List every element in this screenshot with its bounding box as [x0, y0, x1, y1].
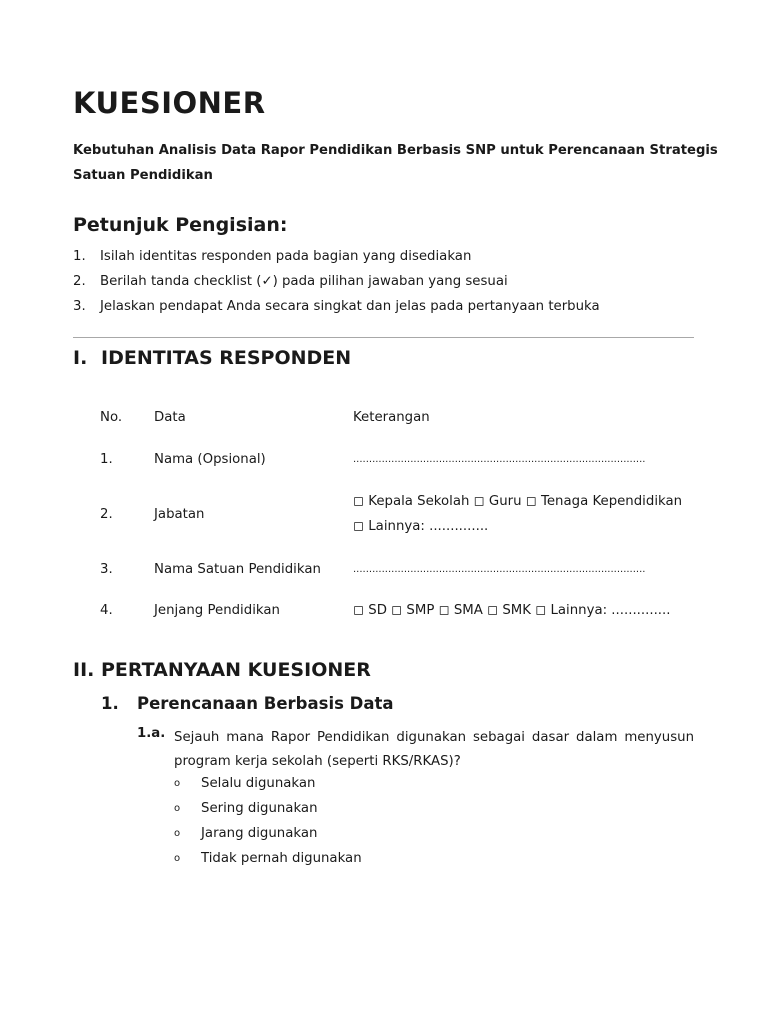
jabatan-options[interactable]: ◻ Kepala Sekolah ◻ Guru ◻ Tenaga Kependidikan: [353, 494, 683, 509]
table-cell-no: 2.: [100, 507, 113, 522]
instruction-number: 1.: [73, 249, 86, 264]
option-label: Selalu digunakan: [201, 776, 316, 791]
jenjang-options[interactable]: ◻ SD ◻ SMP ◻ SMA ◻ SMK ◻ Lainnya: ..............: [353, 603, 671, 618]
section-number: I.: [73, 347, 88, 369]
section-title: PERTANYAAN KUESIONER: [101, 659, 371, 681]
section-heading-pertanyaan: [73, 659, 371, 681]
subsection-heading: [101, 694, 394, 713]
subsection-title: Perencanaan Berbasis Data: [137, 694, 394, 713]
table-cell-data: Jenjang Pendidikan: [154, 603, 280, 618]
document-title: KUESIONER: [73, 86, 266, 120]
table-cell-no: 3.: [100, 562, 113, 577]
document-subtitle: [73, 138, 718, 188]
subsection-number: 1.: [101, 694, 119, 713]
instruction-item: [73, 249, 471, 264]
table-cell-data: Nama (Opsional): [154, 452, 266, 467]
answer-option[interactable]: [174, 826, 317, 841]
instruction-text: Isilah identitas responden pada bagian yang disediakan: [100, 249, 472, 264]
jabatan-other-option[interactable]: ◻ Lainnya: ..............: [353, 519, 489, 534]
table-header-no: No.: [100, 410, 123, 425]
table-header-data: Data: [154, 410, 186, 425]
section-heading-identitas: [73, 347, 351, 369]
table-cell-data: Jabatan: [154, 507, 205, 522]
subtitle-line: Kebutuhan Analisis Data Rapor Pendidikan Berbasis SNP untuk Perencanaan Strategis: [73, 143, 718, 158]
instruction-item: [73, 274, 508, 289]
option-label: Tidak pernah digunakan: [201, 851, 362, 866]
horizontal-divider: [73, 337, 694, 338]
instruction-number: 2.: [73, 274, 86, 289]
option-label: Jarang digunakan: [201, 826, 318, 841]
table-cell-data: Nama Satuan Pendidikan: [154, 562, 321, 577]
table-cell-no: 1.: [100, 452, 113, 467]
option-bullet-icon: o: [174, 853, 181, 864]
answer-option[interactable]: [174, 776, 315, 791]
instructions-heading: Petunjuk Pengisian:: [73, 214, 288, 236]
option-label: Sering digunakan: [201, 801, 318, 816]
section-number: II.: [73, 659, 95, 681]
question-text: Sejauh mana Rapor Pendidikan digunakan sebagai dasar dalam menyusun program kerja sekolah (seperti RKS/RKAS)?: [174, 730, 694, 769]
section-title: IDENTITAS RESPONDEN: [101, 347, 352, 369]
question-label: 1.a.: [137, 726, 166, 741]
subtitle-line: Satuan Pendidikan: [73, 168, 213, 183]
instruction-item: [73, 299, 600, 314]
name-fill-line[interactable]: ............................................................................................: [353, 454, 646, 465]
option-bullet-icon: o: [174, 778, 181, 789]
table-cell-no: 4.: [100, 603, 113, 618]
instruction-number: 3.: [73, 299, 86, 314]
table-header-keterangan: Keterangan: [353, 410, 430, 425]
option-bullet-icon: o: [174, 803, 181, 814]
answer-option[interactable]: [174, 801, 318, 816]
answer-option[interactable]: [174, 851, 362, 866]
instruction-text: Jelaskan pendapat Anda secara singkat dan jelas pada pertanyaan terbuka: [100, 299, 600, 314]
instruction-text: Berilah tanda checklist (✓) pada pilihan jawaban yang sesuai: [100, 274, 508, 289]
school-name-fill-line[interactable]: ............................................................................................: [353, 564, 646, 575]
option-bullet-icon: o: [174, 828, 181, 839]
